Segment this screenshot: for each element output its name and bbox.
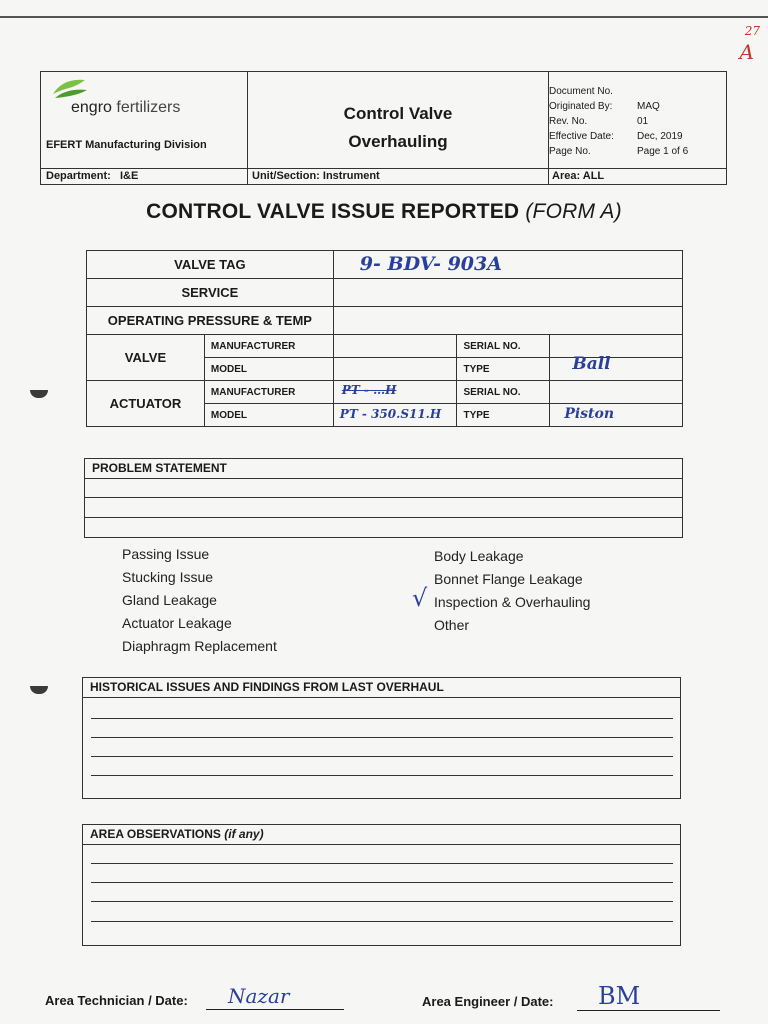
actuator-serial-label: SERIAL NO. bbox=[457, 381, 550, 404]
valve-type-field[interactable] bbox=[550, 354, 683, 381]
valve-type-label: TYPE bbox=[457, 358, 550, 381]
technician-label: Area Technician / Date: bbox=[45, 993, 188, 1008]
problem-options-right bbox=[434, 545, 590, 637]
actuator-model-handwriting: PT - 350.S11.H bbox=[339, 407, 442, 421]
actuator-serial-field[interactable] bbox=[550, 381, 683, 404]
department-field: Department: I&E bbox=[46, 170, 139, 182]
form-title: CONTROL VALVE ISSUE REPORTED (FORM A) bbox=[146, 200, 622, 223]
valve-model-field[interactable] bbox=[333, 358, 457, 381]
operating-pressure-label: OPERATING PRESSURE & TEMP bbox=[87, 307, 334, 335]
option-stucking-issue[interactable]: Stucking Issue bbox=[122, 569, 214, 585]
engineer-line[interactable] bbox=[577, 1010, 720, 1011]
option-body-leakage[interactable]: Body Leakage bbox=[434, 548, 524, 564]
historical-issues-box bbox=[82, 677, 681, 799]
meta-values: MAQ 01 Dec, 2019 Page 1 of 6 bbox=[637, 101, 689, 157]
option-bonnet-flange-leakage[interactable]: Bonnet Flange Leakage bbox=[434, 571, 583, 587]
actuator-manufacturer-field[interactable] bbox=[333, 381, 457, 404]
actuator-type-field[interactable] bbox=[550, 404, 683, 427]
problem-statement-box bbox=[84, 458, 683, 538]
actuator-label: ACTUATOR bbox=[87, 381, 205, 427]
check-mark-icon: √ bbox=[412, 584, 428, 612]
valve-manufacturer-label: MANUFACTURER bbox=[204, 335, 333, 358]
option-diaphragm-replacement[interactable]: Diaphragm Replacement bbox=[122, 638, 277, 654]
actuator-manufacturer-handwriting: PT - …H bbox=[341, 383, 397, 397]
option-actuator-leakage[interactable]: Actuator Leakage bbox=[122, 615, 232, 631]
option-passing-issue[interactable]: Passing Issue bbox=[122, 546, 210, 562]
engineer-label: Area Engineer / Date: bbox=[422, 994, 554, 1009]
document-title: Control Valve Overhauling bbox=[343, 104, 453, 151]
actuator-type-handwriting: Piston bbox=[564, 406, 615, 422]
option-other[interactable]: Other bbox=[434, 617, 470, 633]
technician-line[interactable] bbox=[206, 1009, 344, 1010]
engineer-signature: BM bbox=[598, 982, 641, 1010]
actuator-model-label: MODEL bbox=[204, 404, 333, 427]
service-label: SERVICE bbox=[87, 279, 334, 307]
option-gland-leakage[interactable]: Gland Leakage bbox=[122, 592, 217, 608]
document-header bbox=[40, 71, 727, 185]
actuator-type-label: TYPE bbox=[457, 404, 550, 427]
problem-options-left bbox=[122, 543, 277, 658]
valve-type-handwriting: Ball bbox=[572, 354, 611, 374]
page-corner-letter: A bbox=[739, 40, 754, 64]
punch-hole-icon bbox=[30, 390, 48, 398]
meta-labels: Document No. Originated By: Rev. No. Effective Date: Page No. bbox=[549, 86, 614, 157]
logo-text: engro fertilizers bbox=[71, 99, 181, 116]
option-inspection-overhauling[interactable]: Inspection & Overhauling bbox=[434, 594, 591, 610]
service-field[interactable] bbox=[333, 279, 682, 307]
division-name: EFERT Manufacturing Division bbox=[46, 139, 207, 151]
valve-model-label: MODEL bbox=[204, 358, 333, 381]
area-field: Area: ALL bbox=[552, 170, 605, 182]
problem-statement-title: PROBLEM STATEMENT bbox=[92, 461, 227, 475]
actuator-manufacturer-label: MANUFACTURER bbox=[204, 381, 333, 404]
valve-details-table bbox=[86, 250, 683, 427]
scan-top-edge bbox=[0, 16, 768, 18]
valve-serial-label: SERIAL NO. bbox=[457, 335, 550, 358]
valve-serial-field[interactable] bbox=[550, 335, 683, 358]
historical-issues-title: HISTORICAL ISSUES AND FINDINGS FROM LAST OVERHAUL bbox=[90, 680, 444, 694]
area-observations-title: AREA OBSERVATIONS (if any) bbox=[90, 827, 264, 841]
operating-pressure-field[interactable] bbox=[333, 307, 682, 335]
valve-label: VALVE bbox=[87, 335, 205, 381]
valve-manufacturer-field[interactable] bbox=[333, 335, 457, 358]
punch-hole-icon bbox=[30, 686, 48, 694]
area-observations-box bbox=[82, 824, 681, 946]
page-corner-number: 27 bbox=[744, 24, 760, 38]
technician-signature: Nazar bbox=[228, 984, 290, 1008]
actuator-model-field[interactable] bbox=[333, 404, 457, 427]
valve-tag-label: VALVE TAG bbox=[87, 251, 334, 279]
valve-tag-handwriting: 9- BDV- 903A bbox=[359, 253, 502, 275]
valve-tag-field[interactable] bbox=[333, 251, 682, 279]
unit-section-field: Unit/Section: Instrument bbox=[252, 170, 380, 182]
